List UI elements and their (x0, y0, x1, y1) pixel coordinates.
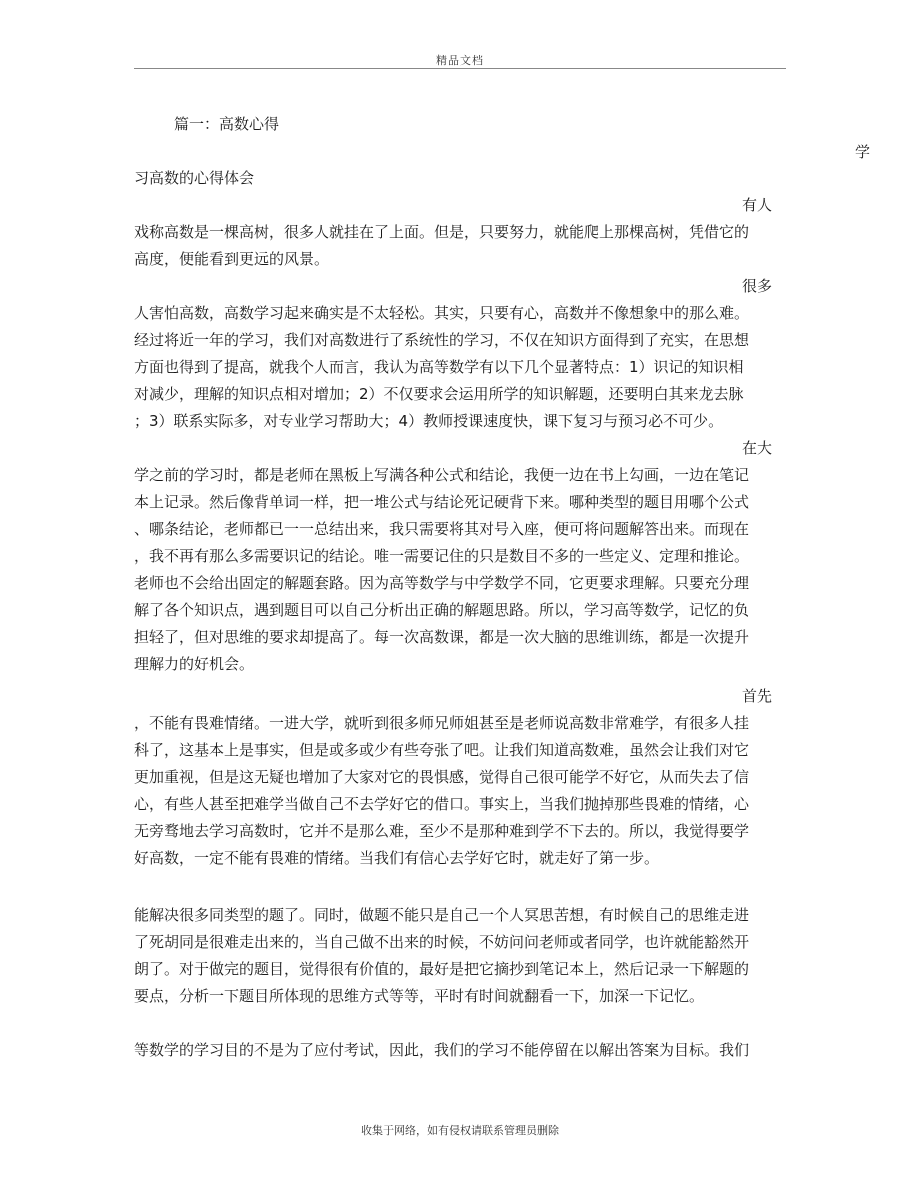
paragraph-line: 理解力的好机会。 (134, 655, 255, 673)
paragraph-line: 科了，这基本上是事实，但是或多或少有些夸张了吧。让我们知道高数难，虽然会让我们对它 (134, 741, 750, 759)
paragraph-line: 担轻了，但对思维的要求却提高了。每一次高数课，都是一次大脑的思维训练，都是一次提升 (134, 628, 750, 646)
paragraph-line: 戏称高数是一棵高树，很多人就挂在了上面。但是，只要努力，就能爬上那棵高树，凭借它的 (134, 223, 750, 241)
paragraph-line: 经过将近一年的学习，我们对高数进行了系统性的学习，不仅在知识方面得到了充实，在思想 (134, 331, 750, 349)
paragraph-line: 、哪条结论，老师都已一一总结出来，我只需要将其对号入座，便可将问题解答出来。而现在 (134, 520, 750, 538)
paragraph-line: 了死胡同是很难走出来的，当自己做不出来的时候，不妨问问老师或者同学，也许就能豁然开 (134, 933, 750, 951)
paragraph-line: 心，有些人甚至把难学当做自己不去学好它的借口。事实上，当我们抛掉那些畏难的情绪，心 (134, 795, 750, 813)
page-header-title: 精品文档 (436, 54, 484, 67)
paragraph-line: 对减少，理解的知识点相对增加；2）不仅要求会运用所学的知识解题，还要明白其来龙去脉 (134, 385, 744, 403)
paragraph-line: 学之前的学习时，都是老师在黑板上写满各种公式和结论，我便一边在书上勾画，一边在笔记 (134, 466, 750, 484)
paragraph-line: 等数学的学习目的不是为了应付考试，因此，我们的学习不能停留在以解出答案为目标。我们 (134, 1041, 750, 1059)
paragraph-line: 高度，便能看到更远的风景。 (134, 250, 330, 268)
paragraph-line: 能解决很多同类型的题了。同时，做题不能只是自己一个人冥思苦想，有时候自己的思维走进 (134, 906, 750, 924)
paragraph-line: 好高数，一定不能有畏难的情绪。当我们有信心去学好它时，就走好了第一步。 (134, 849, 660, 867)
paragraph-line: 方面也得到了提高，就我个人而言，我认为高等数学有以下几个显著特点：1）识记的知识相 (134, 358, 744, 376)
paragraph-lead: 很多 (741, 277, 772, 295)
page-footer: 收集于网络，如有侵权请联系管理员删除 (361, 1124, 559, 1137)
article-heading: 篇一：高数心得 (174, 115, 280, 133)
paragraph-line: ，不能有畏难情绪。一进大学，就听到很多师兄师姐甚至是老师说高数非常难学，有很多人挂 (134, 714, 750, 732)
paragraph-lead: 首先 (741, 687, 772, 705)
paragraph-line: 无旁骛地去学习高数时，它并不是那么难，至少不是那种难到学不下去的。所以，我觉得要学 (134, 822, 750, 840)
paragraph-line: 更加重视，但是这无疑也增加了大家对它的畏惧感，觉得自己很可能学不好它，从而失去了信 (134, 768, 750, 786)
paragraph-line: 老师也不会给出固定的解题套路。因为高等数学与中学数学不同，它更要求理解。只要充分理 (134, 574, 750, 592)
paragraph-line: 人害怕高数，高数学习起来确实是不太轻松。其实，只要有心，高数并不像想象中的那么难。 (134, 304, 750, 322)
article-title: 习高数的心得体会 (134, 169, 255, 187)
paragraph-line: 本上记录。然后像背单词一样，把一堆公式与结论死记硬背下来。哪种类型的题目用哪个公式 (134, 493, 750, 511)
paragraph-lead: 在大 (741, 439, 772, 457)
paragraph-line: 要点，分析一下题目所体现的思维方式等等，平时有时间就翻看一下，加深一下记忆。 (134, 987, 705, 1005)
paragraph-line: ；3）联系实际多，对专业学习帮助大；4）教师授课速度快，课下复习与预习必不可少。 (134, 412, 724, 430)
paragraph-line: ，我不再有那么多需要识记的结论。唯一需要记住的只是数目不多的一些定义、定理和推论。 (134, 547, 750, 565)
paragraph-line: 解了各个知识点，遇到题目可以自己分析出正确的解题思路。所以，学习高等数学，记忆的负 (134, 601, 750, 619)
title-fragment: 学 (854, 143, 870, 161)
paragraph-lead: 有人 (741, 196, 772, 214)
paragraph-line: 朗了。对于做完的题目，觉得很有价值的，最好是把它摘抄到笔记本上，然后记录一下解题的 (134, 960, 750, 978)
header-divider (134, 68, 786, 69)
